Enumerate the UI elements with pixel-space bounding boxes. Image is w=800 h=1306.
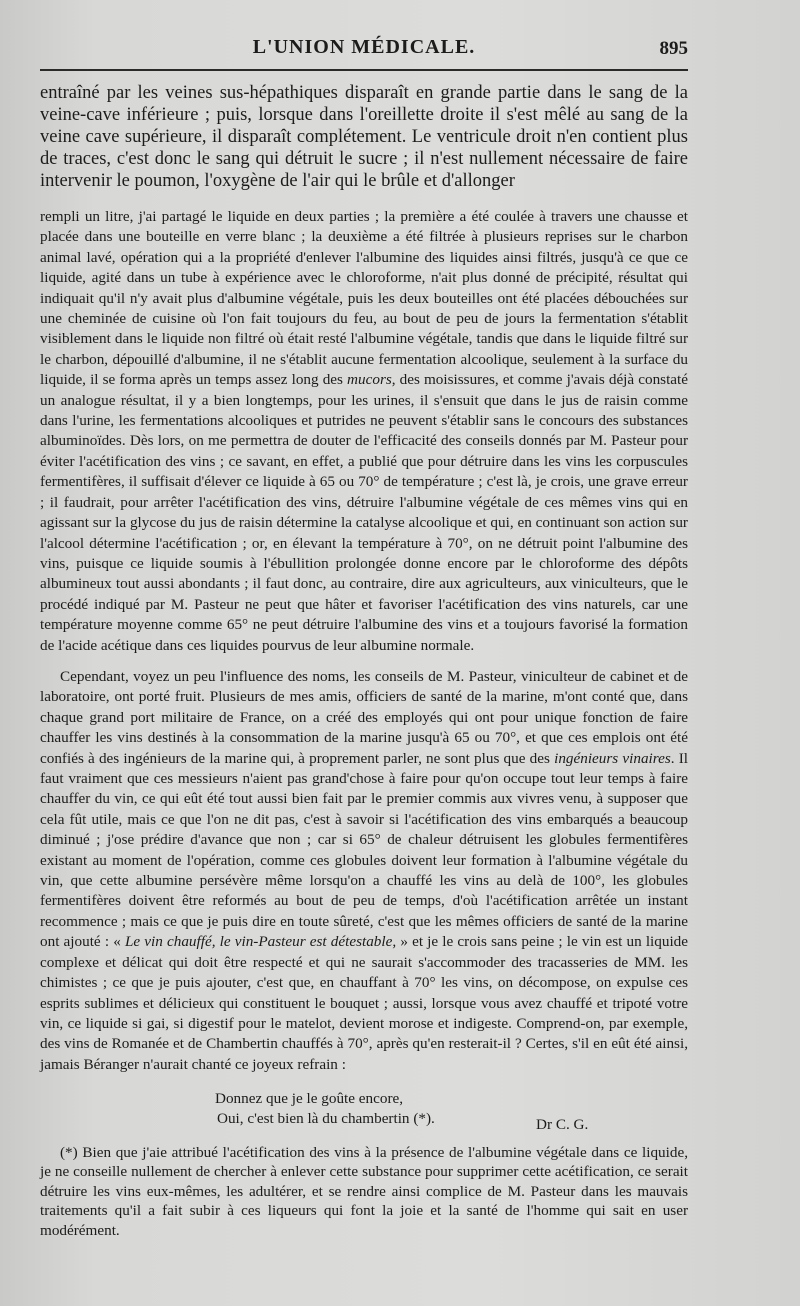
italic-quote-vin-chauffe: Le vin chauffé, le vin-Pasteur est détestable,	[124, 933, 397, 951]
italic-term-ingenieurs-vinaires: ingénieurs vinaires	[554, 749, 671, 767]
footnote: (*) Bien que j'aie attribué l'acétification des vins à la présence de l'albumine végétale dans ce liquide, je ne conseille nullement de chercher à enlever cette substance pour supprimer cette acétification, ce serait détruire les vins eux-mêmes, les adultérer, et se rendre ainsi complice de M. Pasteur dans les mauvais traitements qu'il a fait subir à ces liqueurs qui font la joie et la santé de l'homme qui sait en user modérément.	[40, 1144, 688, 1239]
paragraph-text: , des moisissures, et comme j'avais déjà constaté un analogue résultat, il y a bien longtemps, pour les urines, il s'ensuit que dans le jus de raisin comme dans l'urine, les fermentations alcooliques et putrides ne peuvent s'établir sans le concours des substances albuminoïdes. Dès lors, on me permettra de douter de l'efficacité des conseils donnés par M. Pasteur pour éviter l'acétification des vins ; ce savant, en effet, a publié que pour détruire dans les vins les corpuscules fermentifères, il suffisait d'élever ce liquide à 65 ou 70° de température ; c'est là, je crois, une grave erreur ; il faudrait, pour arrêter l'acétification des vins, détruire l'albumine végétale de ces mêmes vins qui en agissant sur la glycose du jus de raisin détermine la catalyse alcoolique et qui, en continuant son action sur l'alcool détermine l'acétification ; or, en élevant la température à 70°, on ne détruit point l'albumine des vins, puisque ce liquide soumis à l'ébullition prolongée donne encore par le chloroforme des dépôts albumineux tout aussi abondants ; il faut donc, au contraire, dire aux agriculteurs, aux viniculteurs, que le procédé indiqué par M. Pasteur ne peut que hâter et favoriser l'acétification des vins naturels, car une température moyenne comme 65° ne peut détruire l'albumine des vins et a toujours favorisé la formation de l'acide acétique dans ces liquides pourvus de leur albumine normale.	[40, 371, 688, 654]
paragraph-pasteur-wine	[40, 667, 688, 1075]
page-header	[40, 30, 688, 70]
header-rule	[40, 69, 688, 71]
italic-term-mucors: mucors	[347, 371, 392, 389]
paragraph-text: . Il faut vraiment que ces messieurs n'aient pas grand'chose à faire pour qu'on occupe tout leur temps à faire chauffer du vin, ce qui eût été tout aussi bien fait par le premier commis aux vivres venu, à supposer que cela fût utile, mais ce que l'on ne dit pas, c'est à savoir si l'acétification des vins embarqués a beaucoup diminué ; j'ose prédire d'avance que non ; car si 65° de chaleur détruisent les globules fermentifères existant au moment de l'opération, comme ces globules doivent leur formation à l'albumine végétale du vin, que cette albumine persévère même lorsqu'on a chauffé les vins au delà de 100°, les globules fermentifères doivent être reformés au bout de peu de temps, d'où l'acétification arrêtée un instant recommence ; mais ce que je puis dire en toute sûreté, c'est que les mêmes officiers de santé de la marine ont ajouté : «	[40, 749, 689, 951]
verse-line: Oui, c'est bien là du chambertin (*).	[217, 1110, 435, 1127]
page-number: 895	[659, 38, 688, 59]
verse-line: Donnez que je le goûte encore,	[215, 1090, 404, 1107]
intro-paragraph: entraîné par les veines sus-hépathiques disparaît en grande partie dans le sang de la veine-cave inférieure ; puis, lorsque dans l'oreillette droite il s'est mêlé au sang de la veine cave supérieure, il disparaît complétement. Le ventricule droit n'en contient plus de traces, c'est donc le sang qui détruit le sucre ; il n'est nullement nécessaire de faire intervenir le poumon, l'oxygène de l'air qui le brûle et d'allonger	[40, 83, 688, 191]
paragraph-filtration-experiment	[40, 207, 688, 656]
paragraph-text: Cependant, voyez un peu l'influence des noms, les conseils de M. Pasteur, viniculteur de cabinet et de laboratoire, ont porté fruit. Plusieurs de mes amis, officiers de santé de la marine, m'ont conté que, dans chaque grand port militaire de France, on a créé des employés qui ont pour unique fonction de faire chauffer les vins destinés à la consommation de la marine jusqu'à 65 ou 70°, et que ces emplois ont été confiés à des ingénieurs de la marine qui, à proprement parler, ne sont plus que des	[40, 668, 688, 767]
author-signature: Dr C. G.	[536, 1116, 589, 1133]
paragraph-text: rempli un litre, j'ai partagé le liquide en deux parties ; la première a été coulée à travers une chausse et placée dans une bouteille en verre blanc ; la deuxième a été filtrée à plusieurs reprises sur le charbon animal lavé, opération qui a la propriété d'enlever l'albumine des liquides ainsi filtrés, jusqu'à ce que ce liquide, agité dans un tube à expérience avec le chloroforme, n'ait plus donné de précipité, résultat qui indiquait qu'il n'y avait plus d'albumine végétale, puis les deux bouteilles ont été placées débouchées sur une cheminée de cuisine où l'on fait toujours du feu, au bout de peu de jours la fermentation s'établit visiblement dans le liquide non filtré où était resté l'albumine végétale, tandis que dans le liquide filtré sur le charbon, dépouillé d'albumine, il ne s'établit aucune fermentation alcoolique, seulement à la surface du liquide, il se forma après un temps assez long des	[40, 208, 688, 389]
running-title: L'UNION MÉDICALE.	[252, 36, 476, 58]
paragraph-text: » et je le crois sans peine ; le vin est un liquide complexe et délicat qui doit être respecté et qui ne saurait s'accommoder des tracasseries de MM. les chimistes ; ce que je puis ajouter, c'est que, en chauffant à 70° les vins, on décompose, on expulse ces esprits sublimes et délicieux qui constituent le bouquet ; aussi, lorsque vous avez chauffé et tripoté votre vin, ce liquide si gai, si digestif pour le matelot, devient morose et indigeste. Comprend-on, par exemple, des vins de Romanée et de Chambertin chauffés à 70°, après qu'en resterait-il ? Certes, s'il en eût été ainsi, jamais Béranger n'aurait chanté ce joyeux refrain :	[40, 933, 689, 1073]
